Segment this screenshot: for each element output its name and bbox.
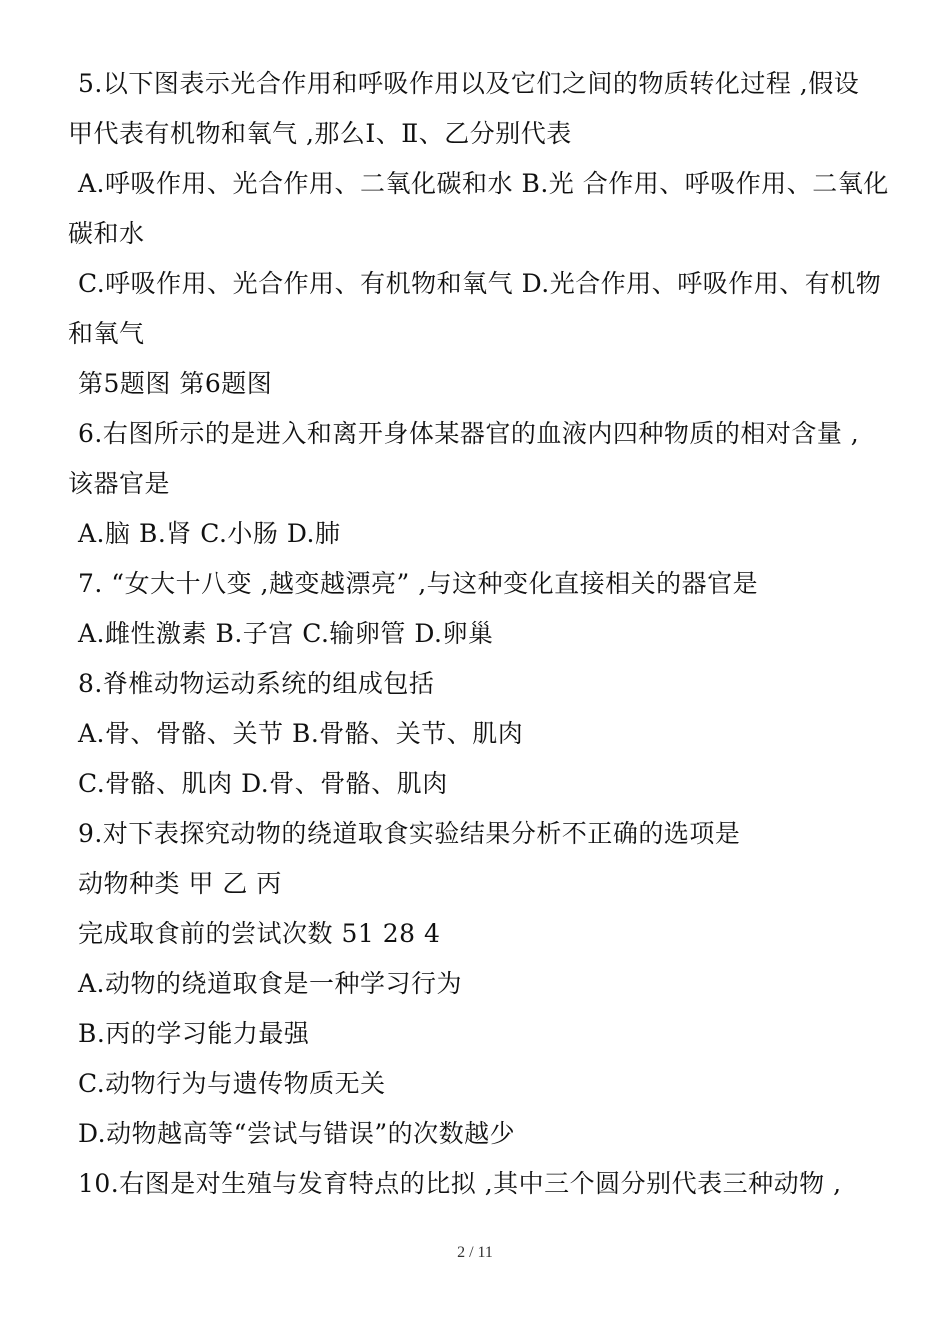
text-line: 甲代表有机物和氧气 ,那么Ⅰ、Ⅱ、乙分别代表: [68, 119, 572, 148]
text-line: 5.以下图表示光合作用和呼吸作用以及它们之间的物质转化过程 ,假设: [78, 69, 860, 98]
text-line: 完成取食前的尝试次数 51 28 4: [78, 919, 441, 948]
text-line: 碳和水: [68, 219, 145, 248]
text-line: A.脑 B.肾 C.小肠 D.肺: [78, 519, 341, 548]
text-line: 9.对下表探究动物的绕道取食实验结果分析不正确的选项是: [78, 819, 741, 848]
page-number: 2 / 11: [457, 1244, 493, 1261]
text-line: 7. “女大十八变 ,越变越漂亮” ,与这种变化直接相关的器官是: [78, 569, 759, 598]
text-line: 动物种类 甲 乙 丙: [78, 869, 282, 898]
text-line: A.呼吸作用、光合作用、二氧化碳和水 B.光 合作用、呼吸作用、二氧化: [78, 169, 889, 198]
text-line: 第5题图 第6题图: [78, 369, 273, 398]
text-line: 该器官是: [68, 469, 171, 498]
text-line: 8.脊椎动物运动系统的组成包括: [78, 669, 435, 698]
text-line: C.骨骼、肌肉 D.骨、骨骼、肌肉: [78, 769, 448, 798]
text-line: A.动物的绕道取食是一种学习行为: [78, 969, 463, 998]
text-line: 10.右图是对生殖与发育特点的比拟 ,其中三个圆分别代表三种动物 ,: [78, 1169, 842, 1198]
text-line: 和氧气: [68, 319, 145, 348]
text-line: B.丙的学习能力最强: [78, 1019, 310, 1048]
text-line: A.骨、骨骼、关节 B.骨骼、关节、肌肉: [78, 719, 524, 748]
text-line: A.雌性激素 B.子宫 C.输卵管 D.卵巢: [78, 619, 494, 648]
text-line: 6.右图所示的是进入和离开身体某器官的血液内四种物质的相对含量 ,: [78, 419, 860, 448]
text-line: C.动物行为与遗传物质无关: [78, 1069, 386, 1098]
text-line: D.动物越高等“尝试与错误”的次数越少: [78, 1119, 516, 1148]
text-line: C.呼吸作用、光合作用、有机物和氧气 D.光合作用、呼吸作用、有机物: [78, 269, 882, 298]
